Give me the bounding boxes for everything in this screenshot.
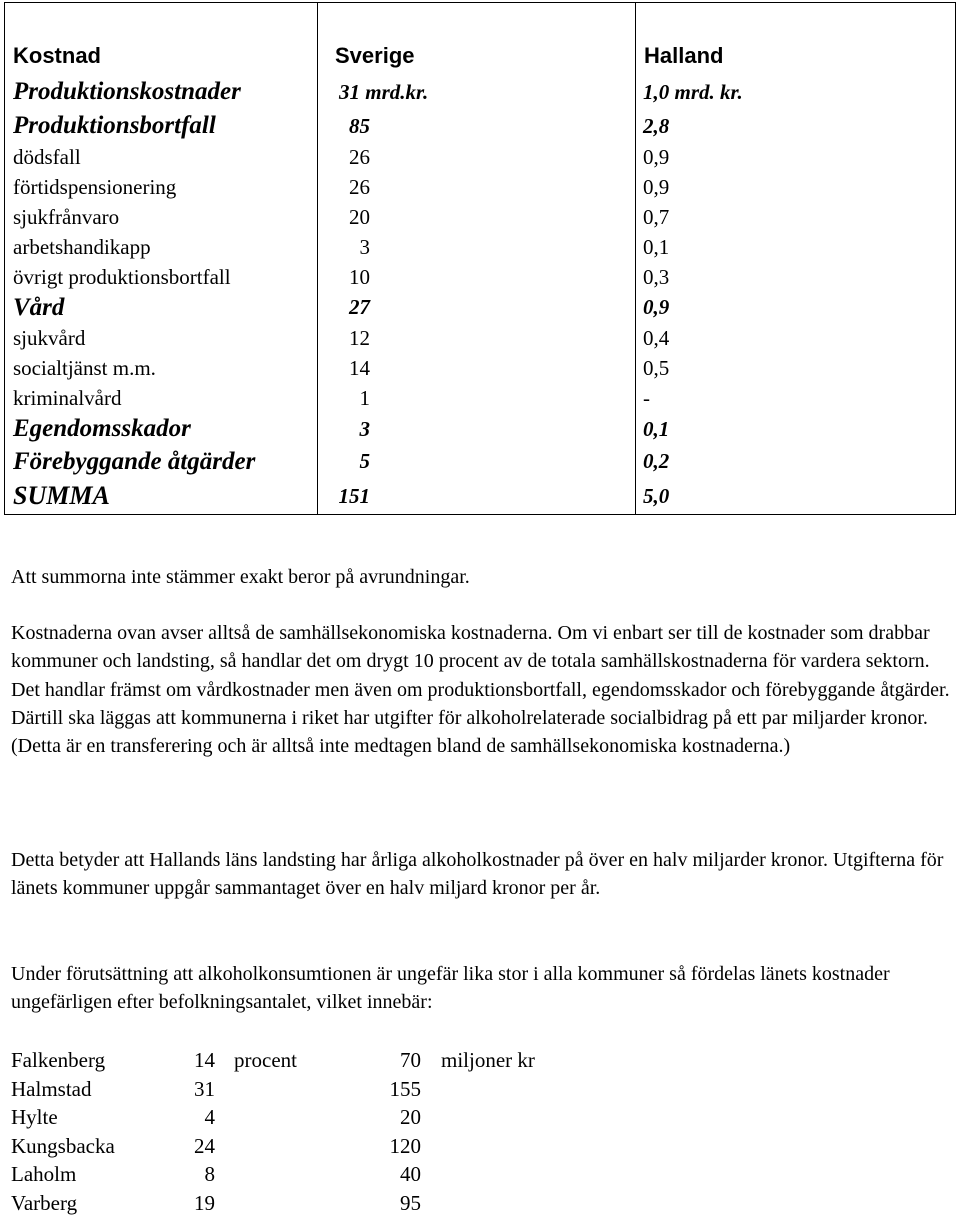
table-row (5, 445, 956, 478)
row-halland (636, 445, 956, 478)
value: 0,1 (643, 234, 670, 259)
municipality-percent: 4 (204, 1105, 215, 1129)
value: 1,0 mrd. kr. (643, 79, 743, 104)
row-label: Egendomsskador (5, 413, 318, 445)
value: 31 mrd.kr. (339, 79, 429, 104)
row-sverige (318, 74, 636, 110)
costs-paragraph: Kostnaderna ovan avser alltså de samhällsekonomiska kostnaderna. Om vi enbart ser till de kostnader som drabbar kommuner och landsting, så handlar det om drygt 10 procent av de totala samhällskostnaderna för vardera sektorn. Det handlar främst om vårdkostnader men även om produktionsbortfall, egendomsskador och förebyggande åtgärder. Därtill ska läggas att kommunerna i riket har utgifter för alkoholrelaterade socialbidrag på ett par miljarder kronor. (Detta är en transferering och är alltså inte medtagen bland de samhällsekonomiska kostnaderna.) (11, 622, 950, 758)
value: 0,9 (643, 295, 670, 319)
distribution-paragraph: Under förutsättning att alkoholkonsumtionen är ungefär lika stor i alla kommuner så fördelas länets kostnader ungefärligen efter befolkningsantalet, vilket innebär: (11, 963, 890, 1014)
value: 0,9 (643, 174, 670, 199)
value: 26 (349, 144, 370, 169)
row-label: Vård (5, 292, 318, 323)
row-sverige (318, 292, 636, 323)
value: 12 (349, 325, 370, 350)
row-sverige (318, 383, 636, 413)
municipality-mkr: 40 (400, 1162, 421, 1186)
municipality-mkr: 20 (400, 1105, 421, 1129)
row-sverige (318, 110, 636, 142)
table-row (5, 172, 956, 202)
municipality-percent: 8 (204, 1162, 215, 1186)
table-row (5, 383, 956, 413)
row-sverige (318, 323, 636, 353)
row-halland (636, 262, 956, 292)
value: 5,0 (643, 483, 670, 508)
table-row (5, 262, 956, 292)
value: - (643, 385, 650, 410)
value: 2,8 (643, 113, 670, 138)
table-row (5, 292, 956, 323)
row-label: kriminalvård (5, 383, 318, 413)
row-label: sjukvård (5, 323, 318, 353)
row-label: övrigt produktionsbortfall (5, 262, 318, 292)
value: 14 (349, 355, 370, 380)
municipality-mkr: 120 (389, 1133, 421, 1158)
row-sverige (318, 413, 636, 445)
row-label: förtidspensionering (5, 172, 318, 202)
row-sverige (318, 478, 636, 515)
table-row (5, 232, 956, 262)
value: 0,4 (643, 325, 670, 350)
municipality-percent: 24 (194, 1133, 215, 1158)
row-label: arbetshandikapp (5, 232, 318, 262)
value: 0,2 (643, 449, 670, 473)
row-sverige (318, 232, 636, 262)
row-halland (636, 383, 956, 413)
table-row (5, 110, 956, 142)
value: 5 (359, 449, 370, 473)
municipality-percent: 19 (194, 1190, 215, 1215)
table-row (5, 413, 956, 445)
money-unit: miljoner kr (441, 1048, 535, 1072)
value: 27 (349, 295, 370, 319)
value: 151 (338, 483, 370, 508)
header-sverige: Sverige (318, 3, 636, 75)
row-halland (636, 202, 956, 232)
row-sverige (318, 353, 636, 383)
row-sverige (318, 262, 636, 292)
header-kostnad: Kostnad (5, 3, 318, 75)
municipality-name: Falkenberg (11, 1048, 106, 1072)
row-label: sjukfrånvaro (5, 202, 318, 232)
header-halland: Halland (636, 3, 956, 75)
row-halland (636, 353, 956, 383)
table-row (5, 74, 956, 110)
municipality-name: Halmstad (11, 1076, 92, 1101)
municipality-name: Hylte (11, 1105, 58, 1129)
table-row-summa (5, 478, 956, 515)
value: 0,1 (643, 416, 670, 441)
rounding-note: Att summorna inte stämmer exakt beror på avrundningar. (11, 566, 470, 588)
table-header-row (5, 3, 956, 75)
municipality-mkr: 95 (400, 1190, 421, 1215)
row-halland (636, 172, 956, 202)
row-halland (636, 323, 956, 353)
row-label: SUMMA (5, 478, 318, 515)
row-label: Produktionsbortfall (5, 110, 318, 142)
value: 0,5 (643, 355, 670, 380)
table-row (5, 202, 956, 232)
value: 26 (349, 174, 370, 199)
value: 85 (349, 113, 370, 138)
row-label: dödsfall (5, 142, 318, 172)
table-row (5, 323, 956, 353)
table-row (5, 353, 956, 383)
row-halland (636, 478, 956, 515)
value: 3 (359, 234, 370, 259)
value: 0,9 (643, 144, 670, 169)
row-halland (636, 413, 956, 445)
value: 1 (359, 385, 370, 410)
row-label: Förebyggande åtgärder (5, 445, 318, 478)
municipality-name: Laholm (11, 1162, 77, 1186)
row-sverige (318, 142, 636, 172)
row-sverige (318, 172, 636, 202)
municipality-percent: 31 (194, 1076, 215, 1101)
row-halland (636, 110, 956, 142)
percent-unit: procent (234, 1048, 297, 1072)
municipality-name: Varberg (11, 1190, 78, 1215)
halland-paragraph: Detta betyder att Hallands läns landsting har årliga alkoholkostnader på över en halv miljarder kronor. Utgifterna för länets kommuner uppgår sammantaget över en halv miljard kronor per år. (11, 849, 944, 900)
value: 0,7 (643, 204, 670, 229)
row-halland (636, 292, 956, 323)
row-sverige (318, 445, 636, 478)
municipality-name: Kungsbacka (11, 1133, 115, 1158)
row-halland (636, 74, 956, 110)
value: 3 (359, 416, 370, 441)
row-halland (636, 142, 956, 172)
municipality-percent: 14 (194, 1048, 215, 1072)
municipality-mkr: 70 (400, 1048, 421, 1072)
value: 10 (349, 264, 370, 289)
row-sverige (318, 202, 636, 232)
row-label: Produktionskostnader (5, 74, 318, 110)
value: 0,3 (643, 264, 670, 289)
table-row (5, 142, 956, 172)
row-halland (636, 232, 956, 262)
municipality-mkr: 155 (389, 1076, 421, 1101)
row-label: socialtjänst m.m. (5, 353, 318, 383)
cost-table (4, 2, 956, 515)
value: 20 (349, 204, 370, 229)
